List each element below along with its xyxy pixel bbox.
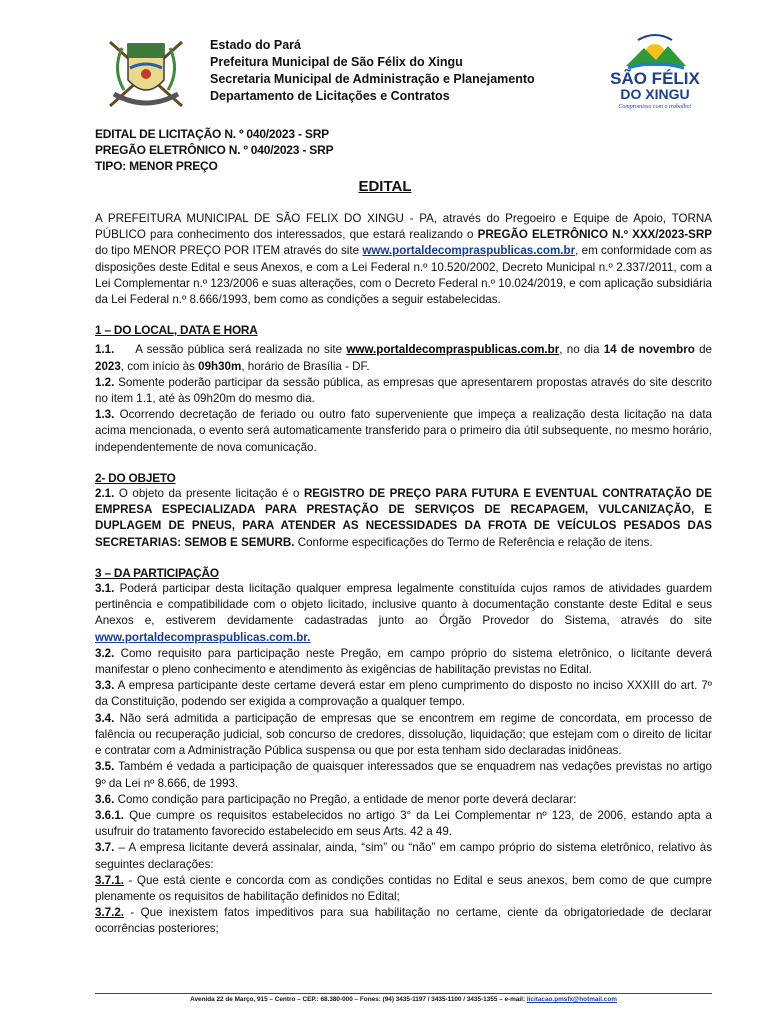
intro-text-3: , em conformidade com as disposições deste Edital e seus Anexos, e com a Lei Federal n.º 10.520/2002, Decreto Municipal n.º 2.337/2011, com a Lei Complementar n.º 123/2006 e suas alterações, com o Decreto Federal n.º 10.024/2019, e com aplicação subsidiária da Lei Federal n.º 8.666/1993, bem como as condições a seguir estabelecidas. (95, 244, 712, 307)
logo-tagline: Compromisso com o trabalho! (618, 104, 692, 110)
item-3-4 (95, 711, 712, 760)
item-text: Como requisito para participação neste Pregão, em campo próprio do sistema eletrônico, o licitante deverá manifestar o pleno conhecimento e atendimento às exigências de habilitação previstas no Edital. (95, 646, 712, 677)
item-text: de (694, 343, 712, 357)
sao-felix-logo (598, 32, 712, 110)
item-text: Ocorrendo decretação de feriado ou outro fato superveniente que impeça a realização desta licitação na data acima mencionada, o evento será automaticamente transferido para o primeiro dia útil subsequente, no mesmo horário, independentemente de nova comunicação. (95, 408, 712, 454)
portal-link[interactable]: www.portaldecompraspublicas.com.br. (95, 630, 311, 644)
intro-text-1: A PREFEITURA MUNICIPAL DE SÃO FELIX DO XINGU - PA, através do Pregoeiro e Equipe de Apoio, TORNA PÚBLICO para conhecimento dos interessados, que estará realizando o (95, 212, 712, 242)
item-3-1 (95, 581, 712, 646)
session-time: 09h30m (198, 359, 242, 373)
item-3-6-1 (95, 808, 712, 840)
item-text: O objeto da presente licitação é o (114, 487, 304, 501)
item-text: , no dia (559, 343, 604, 357)
edital-number: EDITAL DE LICITAÇÃO N. º 040/2023 - SRP (95, 127, 329, 141)
item-number: 1.1. (95, 343, 115, 357)
item-number: 3.6. (95, 792, 115, 806)
item-text: , com início às (120, 359, 199, 373)
item-3-7-1 (95, 873, 712, 905)
logo-name-line2: DO XINGU (620, 86, 690, 102)
item-3-6 (95, 792, 712, 808)
item-text: Como condição para participação no Pregão, a entidade de menor porte deverá declarar: (114, 792, 577, 806)
item-number: 3.7. (95, 841, 115, 855)
item-1-2 (95, 375, 712, 407)
item-number: 3.1. (95, 582, 115, 596)
item-number: 3.5. (95, 760, 115, 774)
item-1-3 (95, 407, 712, 456)
item-text: Poderá participar desta licitação qualquer empresa legalmente constituída cujos ramos de atividades guardem pertinência e compatibilidade com o objeto licitado, inclusive quanto à documentação constante deste Edital e seus Anexos e, estiverem devidamente cadastradas junto ao Órgão Provedor do Sistema, através do site (95, 582, 712, 628)
session-year: 2023 (95, 359, 121, 373)
portal-link[interactable]: www.portaldecompraspublicas.com.br (362, 244, 576, 258)
municipal-crest-icon (100, 34, 192, 112)
intro-paragraph (95, 211, 712, 308)
item-text: Que cumpre os requisitos estabelecidos no artigo 3° da Lei Complementar nº 123, de 2006, estando apta a usufruir do tratamento favorecido estabelecido em seus Arts. 42 a 49. (95, 808, 712, 839)
item-text: Também é vedada a participação de quaisquer interessados que se enquadrem nas vedações previstas no artigo 9º da Lei nº 8.666, de 1993. (95, 760, 712, 790)
logo-name-line1: SÃO FÉLIX (610, 69, 700, 88)
header-state: Estado do Pará (210, 38, 301, 52)
section-2-title: 2- DO OBJETO (95, 470, 176, 485)
item-text: , horário de Brasília - DF. (241, 359, 370, 373)
item-text: - Que inexistem fatos impeditivos para sua habilitação no certame, ciente da obrigatoriedade de declarar ocorrências posteriores; (95, 906, 712, 936)
item-text: A empresa participante deste certame deverá estar em pleno cumprimento do disposto no inciso XXXIII do art. 7º da Constituição, podendo ser exigida a comprovação a qualquer tempo. (95, 679, 712, 709)
document-body (95, 211, 712, 938)
item-3-3 (95, 678, 712, 710)
item-3-5 (95, 759, 712, 791)
document-header (210, 37, 535, 105)
item-text: A sessão pública será realizada no site (114, 343, 347, 357)
item-number: 1.3. (95, 408, 115, 422)
item-number: 3.7.2. (95, 906, 125, 920)
item-text: – A empresa licitante deverá assinalar, ainda, “sim” ou “não” em campo próprio do sistema eletrônico, relativo às seguintes declarações: (95, 841, 712, 871)
item-number: 3.7.1. (95, 873, 125, 887)
intro-pregao: PREGÃO ELETRÔNICO N.º XXX/2023-SRP (477, 228, 713, 242)
item-text: Somente poderão participar da sessão pública, as empresas que apresentarem propostas através do site descrito no item 1.1, até às 09h20m do mesmo dia. (95, 375, 712, 406)
item-number: 1.2. (95, 375, 115, 389)
item-3-7 (95, 840, 712, 872)
item-number: 3.2. (95, 646, 115, 660)
item-1-1 (95, 342, 712, 374)
page-footer (95, 996, 712, 1003)
item-number: 3.6.1. (95, 808, 125, 822)
footer-email-link[interactable]: licitacao.pmsfx@hotmail.com (526, 996, 617, 1003)
footer-divider (95, 993, 712, 994)
item-2-1 (95, 486, 712, 551)
item-3-7-2 (95, 905, 712, 937)
item-3-2 (95, 646, 712, 678)
tipo-line: TIPO: MENOR PREÇO (95, 159, 218, 173)
footer-address: Avenida 22 de Março, 915 – Centro – CEP.: 68.380-000 – Fones: (94) 3435-1197 / 3435-1100 / 3435-1355 – e-mail: (190, 996, 527, 1003)
pregao-number: PREGÃO ELETRÔNICO N. º 040/2023 - SRP (95, 143, 334, 157)
session-date: 14 de novembro (603, 343, 695, 357)
item-text: Conforme especificações do Termo de Referência e relação de itens. (294, 535, 653, 549)
item-number: 3.4. (95, 711, 115, 725)
section-3-title: 3 – DA PARTICIPAÇÃO (95, 565, 219, 580)
object-description: REGISTRO DE PREÇO PARA FUTURA E EVENTUAL CONTRATAÇÃO DE EMPRESA ESPECIALIZADA PARA PRESTAÇÃO DE SERVIÇOS DE RECAPAGEM, VULCANIZAÇÃO, E DUPLAGEM DE PNEUS, PARA ATENDER AS NECESSIDADES DA FROTA DE VEÍCULOS PESADOS DAS SECRETARIAS: SEMOB E SEMURB. (95, 487, 712, 549)
intro-text-2: do tipo MENOR PREÇO POR ITEM através do site (95, 244, 363, 258)
header-department: Departamento de Licitações e Contratos (210, 89, 450, 103)
section-1-title: 1 – DO LOCAL, DATA E HORA (95, 323, 258, 338)
item-number: 2.1. (95, 487, 115, 501)
portal-link[interactable]: www.portaldecompraspublicas.com.br (346, 343, 560, 357)
item-text: Não será admitida a participação de empresas que se encontrem em regime de concordata, em processo de falência ou recuperação judicial, sob concurso de credores, dissolução, liquidação; que estejam com o direito de licitar e contratar com a Administração Pública suspensa ou que por esta tenham sido declaradas inidôneas. (95, 711, 712, 758)
header-secretariat: Secretaria Municipal de Administração e Planejamento (210, 72, 535, 86)
header-prefecture: Prefeitura Municipal de São Félix do Xingu (210, 55, 463, 69)
page-title: EDITAL (358, 178, 412, 195)
item-number: 3.3. (95, 679, 115, 693)
item-text: - Que está ciente e concorda com as condições contidas no Edital e seus anexos, bem como de que cumpre plenamente os requisitos de habilitação definidos no Edital; (95, 873, 712, 903)
edital-identification (95, 126, 333, 174)
